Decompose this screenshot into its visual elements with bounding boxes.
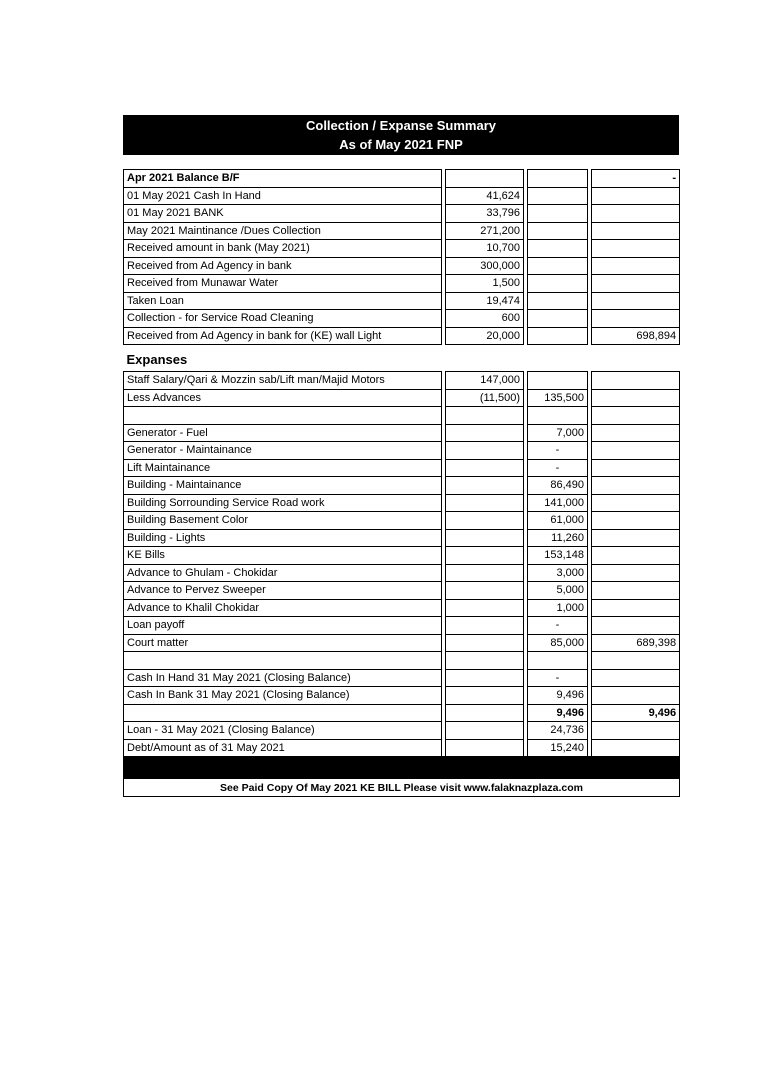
- report-title-bar: [123, 115, 679, 155]
- collection-row: [124, 257, 680, 275]
- collection-amount: 41,624: [446, 187, 524, 205]
- collection-label: May 2021 Maintinance /Dues Collection: [124, 222, 442, 240]
- collection-row: [124, 292, 680, 310]
- collection-row: [124, 222, 680, 240]
- cash-in-bank-amount: 9,496: [528, 687, 588, 705]
- expense-amount: 7,000: [528, 424, 588, 442]
- expense-label: Advance to Khalil Chokidar: [124, 599, 442, 617]
- expense-row: [124, 547, 680, 565]
- cash-in-bank-label: Cash In Bank 31 May 2021 (Closing Balance): [124, 687, 442, 705]
- collection-row: [124, 310, 680, 328]
- salary-net: 135,500: [528, 389, 588, 407]
- expense-row: [124, 459, 680, 477]
- expense-total: 689,398: [592, 634, 680, 652]
- expense-row: [124, 634, 680, 652]
- expense-amount: 5,000: [528, 582, 588, 600]
- salary-row: [124, 372, 680, 390]
- advances-row: [124, 389, 680, 407]
- collection-label: Collection - for Service Road Cleaning: [124, 310, 442, 328]
- collection-total: 698,894: [592, 327, 680, 345]
- debt-row: [124, 739, 680, 757]
- loan-row: [124, 722, 680, 740]
- expense-amount: 85,000: [528, 634, 588, 652]
- advances-label: Less Advances: [124, 389, 442, 407]
- expense-amount: 153,148: [528, 547, 588, 565]
- closing-total-row: [124, 704, 680, 722]
- collection-section: [124, 155, 680, 187]
- summary-sheet: [123, 115, 679, 797]
- collection-label: Received from Ad Agency in bank for (KE) wall Light: [124, 327, 442, 345]
- footer-row: [124, 779, 680, 797]
- collection-row: [124, 187, 680, 205]
- summary-table: [123, 155, 680, 797]
- expense-label: Generator - Fuel: [124, 424, 442, 442]
- collection-amount: 19,474: [446, 292, 524, 310]
- expense-label: Loan payoff: [124, 617, 442, 635]
- report-title: Collection / Expanse Summary: [305, 118, 496, 133]
- debt-amount: 15,240: [528, 739, 588, 757]
- collection-label: 01 May 2021 Cash In Hand: [124, 187, 442, 205]
- collection-label: Received amount in bank (May 2021): [124, 240, 442, 258]
- cash-in-hand-label: Cash In Hand 31 May 2021 (Closing Balance): [124, 669, 442, 687]
- expense-label: Generator - Maintainance: [124, 442, 442, 460]
- collection-amount: 20,000: [446, 327, 524, 345]
- collection-row: [124, 327, 680, 345]
- collection-amount: 271,200: [446, 222, 524, 240]
- expense-label: KE Bills: [124, 547, 442, 565]
- cash-in-bank-row: [124, 687, 680, 705]
- collection-row: [124, 205, 680, 223]
- expense-row: [124, 477, 680, 495]
- closing-subtotal: 9,496: [528, 704, 588, 722]
- balance-bf-label: Apr 2021 Balance B/F: [124, 170, 442, 188]
- expense-amount: 11,260: [528, 529, 588, 547]
- expense-label: Building Basement Color: [124, 512, 442, 530]
- blank-row: [124, 407, 680, 425]
- collection-label: Received from Munawar Water: [124, 275, 442, 293]
- collection-row: [124, 240, 680, 258]
- expense-amount: 1,000: [528, 599, 588, 617]
- report-subtitle: As of May 2021 FNP: [339, 137, 463, 152]
- closing-total: 9,496: [592, 704, 680, 722]
- expenses-section: [124, 345, 680, 425]
- expense-row: [124, 564, 680, 582]
- collection-amount: 300,000: [446, 257, 524, 275]
- expense-row: [124, 582, 680, 600]
- salary-amount: 147,000: [446, 372, 524, 390]
- expense-row: [124, 599, 680, 617]
- collection-rows: [124, 187, 680, 345]
- cash-in-hand-row: [124, 669, 680, 687]
- expense-amount: 61,000: [528, 512, 588, 530]
- advances-amount: (11,500): [446, 389, 524, 407]
- collection-amount: 10,700: [446, 240, 524, 258]
- expense-label: Building - Maintainance: [124, 477, 442, 495]
- cash-in-hand-amount: -: [528, 669, 588, 687]
- expense-label: Advance to Pervez Sweeper: [124, 582, 442, 600]
- balance-bf-row: [124, 170, 680, 188]
- expense-amount: 3,000: [528, 564, 588, 582]
- expenses-heading: Expanses: [126, 352, 188, 367]
- expense-amount: -: [528, 442, 588, 460]
- expense-row: [124, 424, 680, 442]
- loan-label: Loan - 31 May 2021 (Closing Balance): [124, 722, 442, 740]
- expense-row: [124, 442, 680, 460]
- closing-section: [124, 652, 680, 797]
- expense-amount: -: [528, 459, 588, 477]
- collection-label: Received from Ad Agency in bank: [124, 257, 442, 275]
- expense-rows: [124, 424, 680, 652]
- expense-row: [124, 617, 680, 635]
- blank-row: [124, 652, 680, 670]
- debt-label: Debt/Amount as of 31 May 2021: [124, 739, 442, 757]
- collection-label: 01 May 2021 BANK: [124, 205, 442, 223]
- expense-label: Building Sorrounding Service Road work: [124, 494, 442, 512]
- expense-amount: 86,490: [528, 477, 588, 495]
- expense-row: [124, 512, 680, 530]
- collection-amount: 1,500: [446, 275, 524, 293]
- black-divider: [124, 757, 680, 779]
- footer-note: See Paid Copy Of May 2021 KE BILL Please visit www.falaknazplaza.com: [124, 779, 680, 797]
- expense-label: Lift Maintainance: [124, 459, 442, 477]
- collection-label: Taken Loan: [124, 292, 442, 310]
- collection-amount: 600: [446, 310, 524, 328]
- expense-label: Building - Lights: [124, 529, 442, 547]
- expense-amount: -: [528, 617, 588, 635]
- collection-row: [124, 275, 680, 293]
- expense-label: Court matter: [124, 634, 442, 652]
- salary-label: Staff Salary/Qari & Mozzin sab/Lift man/Majid Motors: [124, 372, 442, 390]
- collection-amount: 33,796: [446, 205, 524, 223]
- expense-row: [124, 494, 680, 512]
- expense-label: Advance to Ghulam - Chokidar: [124, 564, 442, 582]
- loan-amount: 24,736: [528, 722, 588, 740]
- expense-amount: 141,000: [528, 494, 588, 512]
- balance-bf-value: -: [592, 170, 680, 188]
- expense-row: [124, 529, 680, 547]
